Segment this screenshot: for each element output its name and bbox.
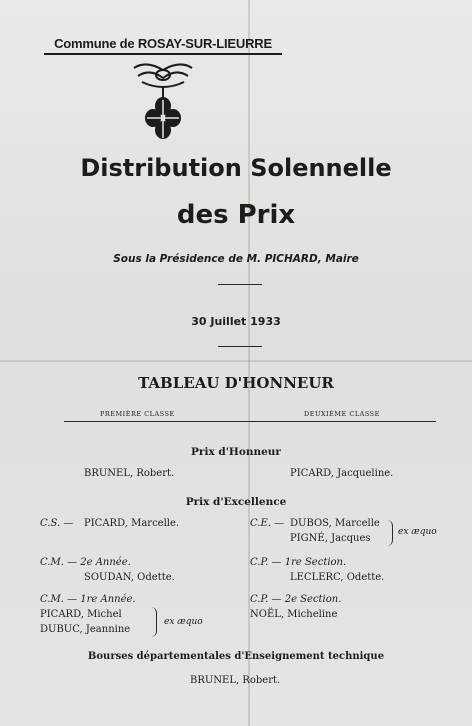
ex-aequo-brace xyxy=(386,520,393,546)
cm1-exaequo: ex æquo xyxy=(164,617,203,627)
ce-name-1: DUBOS, Marcelle xyxy=(290,518,380,529)
cm1-label: C.M. — 1re Année. xyxy=(40,594,136,605)
ornament-icon xyxy=(128,58,198,144)
cm1-name-2: DUBUC, Jeannine xyxy=(40,624,131,635)
cp2-name: NOËL, Micheline xyxy=(250,609,338,620)
divider-rule xyxy=(218,284,262,285)
prix-honneur-title: Prix d'Honneur xyxy=(191,446,281,458)
cm1-name-1: PICARD, Michel xyxy=(40,609,122,620)
bourses-name: BRUNEL, Robert. xyxy=(190,675,281,686)
fold-crease-horizontal xyxy=(0,360,472,362)
divider-rule xyxy=(218,346,262,347)
title-line-1: Distribution Solennelle xyxy=(80,154,392,182)
honneur-right-name: PICARD, Jacqueline. xyxy=(290,468,394,479)
ex-aequo-brace xyxy=(150,607,157,637)
cs-name: PICARD, Marcelle. xyxy=(84,518,180,529)
title-line-2: des Prix xyxy=(176,200,296,230)
cp1-label: C.P. — 1re Section. xyxy=(250,557,347,568)
tableau-heading: TABLEAU D'HONNEUR xyxy=(138,374,334,392)
honneur-left-name: BRUNEL, Robert. xyxy=(84,468,175,479)
cp1-name: LECLERC, Odette. xyxy=(290,572,385,583)
right-class-label: DEUXIÈME CLASSE xyxy=(304,410,380,418)
cp2-label: C.P. — 2e Section. xyxy=(250,594,342,605)
ce-name-2: PIGNÉ, Jacques xyxy=(290,533,371,544)
cs-label: C.S. — xyxy=(40,518,74,529)
prix-excellence-title: Prix d'Excellence xyxy=(185,496,287,508)
bourses-title: Bourses départementales d'Enseignement technique xyxy=(87,651,385,662)
commune-header: Commune de ROSAY-SUR-LIEURRE xyxy=(54,36,272,51)
event-date: 30 Juillet 1933 xyxy=(191,315,281,328)
presidence-line: Sous la Présidence de M. PICHARD, Maire xyxy=(113,253,359,265)
left-class-label: PREMIÈRE CLASSE xyxy=(100,410,175,418)
cm2-name: SOUDAN, Odette. xyxy=(84,572,175,583)
ce-label: C.E. — xyxy=(250,518,285,529)
cm2-label: C.M. — 2e Année. xyxy=(40,557,131,568)
class-rule xyxy=(64,421,436,422)
ce-exaequo: ex æquo xyxy=(398,527,437,537)
header-underline xyxy=(44,53,282,55)
